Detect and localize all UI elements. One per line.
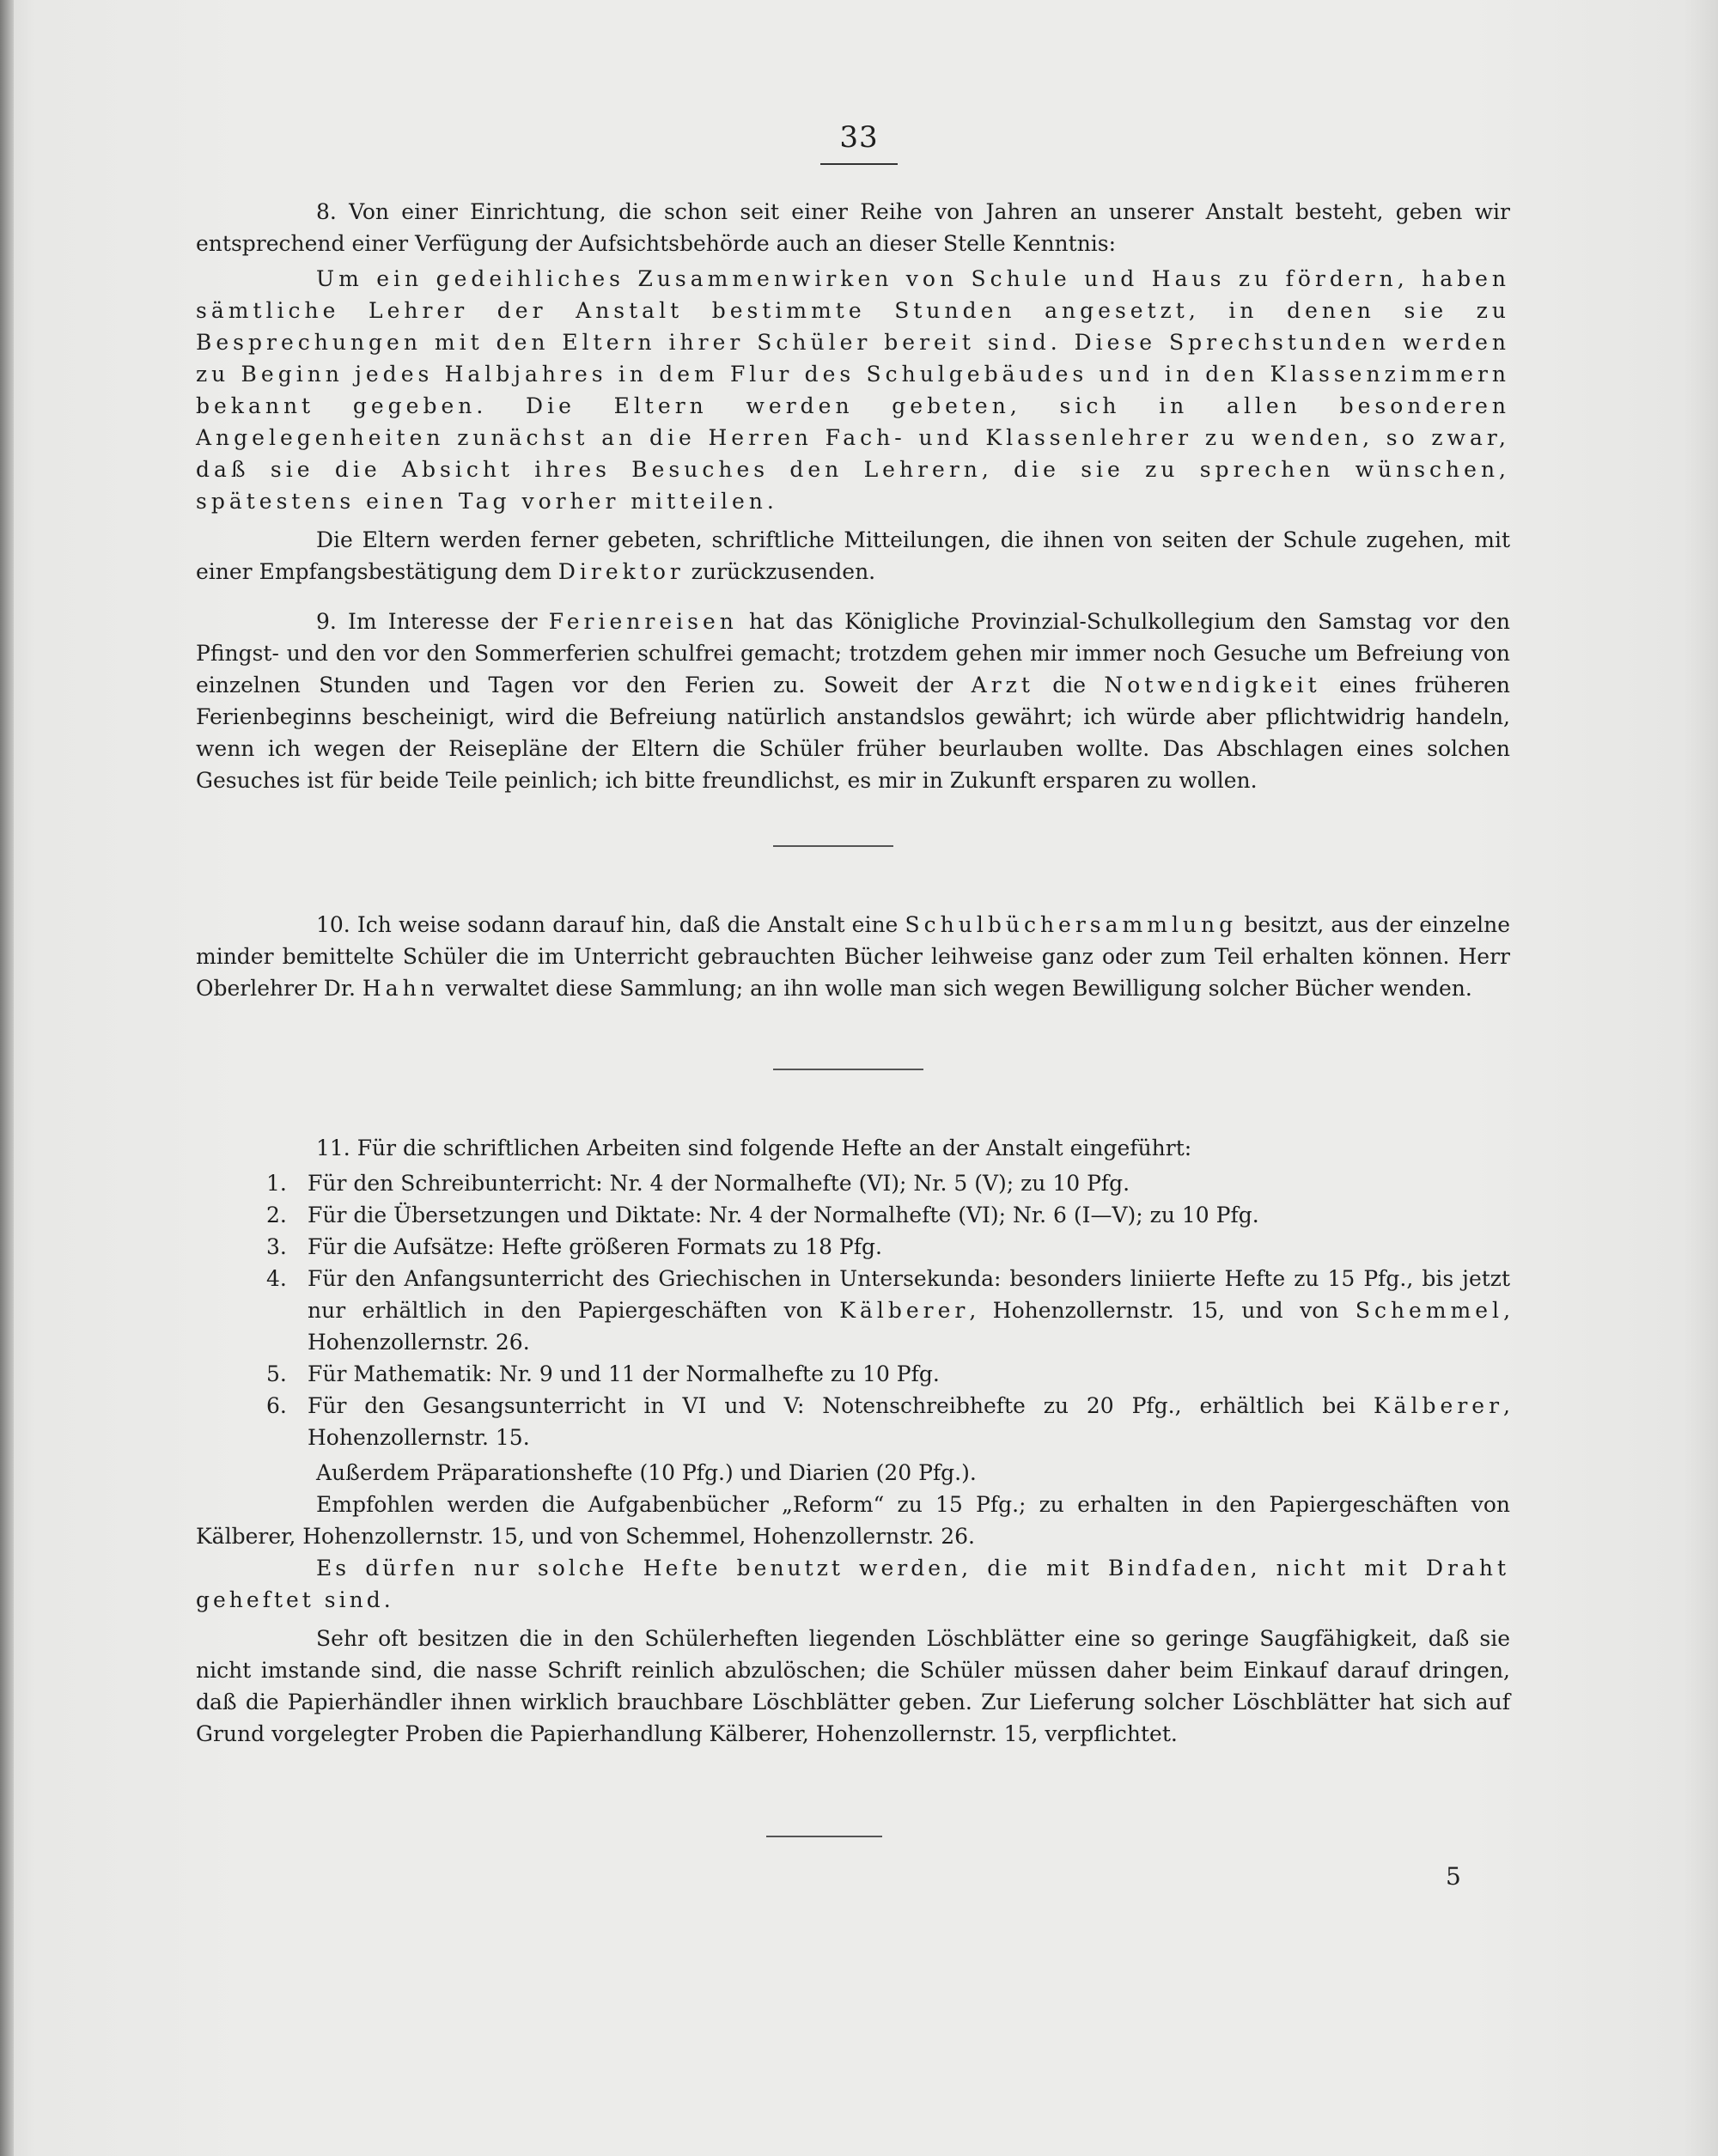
list-item-kaelberer: Kälberer: [839, 1298, 970, 1323]
section-10-text-3: verwaltet diese Sammlung; an ihn wolle man sich wegen Bewilligung solcher Bücher wenden.: [438, 976, 1472, 1001]
section-8-p2-director: Direktor: [557, 559, 685, 584]
binding-edge: [0, 0, 14, 2156]
draht-paragraph: [196, 1552, 1510, 1616]
list-item-text: , Hohenzollernstr. 15.: [308, 1393, 1510, 1450]
section-10-text-2: besitzt, aus der einzelne minder bemittelte Schüler die im Unterricht gebrauchten Bücher leihweise ganz oder zum Teil erhalten können. Herr Oberlehrer Dr.: [196, 912, 1510, 1001]
section-9-text-4: eines früheren Ferienbeginns bescheinigt, wird die Befreiung natürlich anstandslos gewährt; ich würde aber pflichtwidrig handeln, wenn ich wegen der Reisepläne der Eltern die Schüler früher beurlauben wollte. Das Abschlagen eines solchen Gesuches ist für beide Teile peinlich; ich bitte freundlichst, es mir in Zukunft ersparen zu wollen.: [196, 673, 1510, 793]
hefte-list: [196, 1167, 1510, 1453]
list-item: [196, 1167, 1510, 1199]
section-10: [196, 909, 1510, 1004]
separator-rule-2: [773, 1069, 923, 1070]
list-item-number: 4.: [266, 1266, 287, 1291]
section-8: [196, 196, 1510, 588]
draht-text-2: geheftet sind.: [196, 1587, 394, 1612]
list-item-text: , Hohenzollernstr. 15, und von: [969, 1298, 1356, 1323]
list-item-text: Für Mathematik: Nr. 9 und 11 der Normalhefte zu 10 Pfg.: [308, 1361, 940, 1386]
sheet-signature: 5: [1446, 1862, 1461, 1891]
section-8-spaced-paragraph: Um ein gedeihliches Zusammenwirken von Schule und Haus zu fördern, haben sämtliche Lehrer der Anstalt bestimmte Stunden angesetzt, in denen sie zu Besprechungen mit den Eltern ihrer Schüler bereit sind. Diese Sprechstunden werden zu Beginn jedes Halbjahres in dem Flur des Schulgebäudes und in den Klassenzimmern bekannt gegeben. Die Eltern werden gebeten, sich in allen besonderen Angelegenheiten zunächst an die Herren Fach- und Klassenlehrer zu wenden, so zwar, daß sie die Absicht ihres Besuches den Lehrern, die sie zu sprechen wünschen, spätestens einen Tag vorher mitteilen.: [196, 266, 1510, 514]
list-item-number: 2.: [266, 1203, 287, 1227]
list-item-text: Für den Schreibunterricht: Nr. 4 der Normalhefte (VI); Nr. 5 (V); zu 10 Pfg.: [308, 1171, 1130, 1196]
list-item-text: , Hohenzollernstr. 26.: [308, 1298, 1511, 1355]
list-item: [196, 1390, 1510, 1453]
section-10-hahn: Hahn: [362, 976, 439, 1001]
list-item-number: 5.: [266, 1361, 287, 1386]
section-8-p2-text: Die Eltern werden ferner gebeten, schriftliche Mitteilungen, die ihnen von seiten der Schule zugehen, mit einer Empfangsbestätigung dem: [196, 527, 1510, 584]
draht-text-1: Es dürfen nur solche Hefte benutzt werden, die mit Bindfaden, nicht mit: [316, 1556, 1426, 1580]
list-item-text: Für die Aufsätze: Hefte größeren Formats zu 18 Pfg.: [308, 1234, 882, 1259]
section-9-ferienreisen: Ferienreisen: [548, 609, 738, 634]
section-10-text-1: 10. Ich weise sodann darauf hin, daß die Anstalt eine: [316, 912, 905, 937]
section-11-intro: 11. Für die schriftlichen Arbeiten sind folgende Hefte an der Anstalt eingeführt:: [316, 1136, 1192, 1160]
draht-word: Draht: [1425, 1556, 1510, 1580]
section-10-paragraph: [196, 909, 1510, 1004]
page-number-rule: [820, 163, 898, 165]
ausserdem-paragraph: Außerdem Präparationshefte (10 Pfg.) und Diarien (20 Pfg.).: [316, 1460, 977, 1485]
list-item-text: Für den Anfangsunterricht des Griechischen in Untersekunda: besonders liniierte Hefte zu 15 Pfg., bis jetzt nur erhältlich in den Papiergeschäften von: [308, 1266, 1510, 1323]
section-8-intro: 8. Von einer Einrichtung, die schon seit einer Reihe von Jahren an unserer Anstalt besteht, geben wir entsprechend einer Verfügung der Aufsichtsbehörde auch an dieser Stelle Kenntnis:: [196, 199, 1510, 256]
section-9-paragraph: [196, 606, 1510, 796]
loeschblaetter-paragraph: Sehr oft besitzen die in den Schülerheften liegenden Löschblätter eine so geringe Saugfähigkeit, daß sie nicht imstande sind, die nasse Schrift reinlich abzulöschen; die Schüler müssen daher beim Einkauf darauf dringen, daß die Papierhändler ihnen wirklich brauchbare Löschblätter geben. Zur Lieferung solcher Löschblätter hat sich auf Grund vorgelegter Proben die Papierhandlung Kälberer, Hohenzollernstr. 15, verpflichtet.: [196, 1626, 1510, 1746]
section-8-paragraph-2: [196, 524, 1510, 588]
section-10-schulbuechersammlung: Schulbüchersammlung: [905, 912, 1238, 937]
list-item-number: 6.: [266, 1393, 287, 1418]
list-item-number: 1.: [266, 1171, 287, 1196]
section-9: [196, 606, 1510, 796]
section-9-text-2: hat das Königliche Provinzial-Schulkollegium den Samstag vor den Pfingst- und den vor den Sommerferien schulfrei gemacht; trotzdem gehen mir immer noch Gesuche um Befreiung von einzelnen Stunden und Tagen vor den Ferien zu. Soweit der: [196, 609, 1510, 697]
section-8-p2-text-end: zurückzusenden.: [684, 559, 876, 584]
section-9-text-3: die: [1033, 673, 1105, 697]
section-9-arzt: Arzt: [971, 673, 1034, 697]
list-item: [196, 1358, 1510, 1390]
separator-rule-3: [766, 1836, 882, 1837]
list-item-kaelberer: Kälberer: [1373, 1393, 1504, 1418]
list-item-text: Für die Übersetzungen und Diktate: Nr. 4 der Normalhefte (VI); Nr. 6 (I—V); zu 10 Pfg.: [308, 1203, 1259, 1227]
list-item: [196, 1263, 1510, 1358]
section-9-text-1: 9. Im Interesse der: [316, 609, 549, 634]
list-item: [196, 1231, 1510, 1263]
page-number: 33: [839, 120, 879, 155]
section-9-notwendigkeit: Notwendigkeit: [1104, 673, 1321, 697]
section-11: [196, 1132, 1510, 1750]
list-item: [196, 1199, 1510, 1231]
list-item-number: 3.: [266, 1234, 287, 1259]
list-item-text: Für den Gesangsunterricht in VI und V: Notenschreibhefte zu 20 Pfg., erhältlich bei: [308, 1393, 1374, 1418]
empfohlen-paragraph: Empfohlen werden die Aufgabenbücher „Reform“ zu 15 Pfg.; zu erhalten in den Papiergeschäften von Kälberer, Hohenzollernstr. 15, und von Schemmel, Hohenzollernstr. 26.: [196, 1492, 1510, 1549]
separator-rule-1: [773, 845, 893, 847]
list-item-schemmel: Schemmel: [1355, 1298, 1504, 1323]
